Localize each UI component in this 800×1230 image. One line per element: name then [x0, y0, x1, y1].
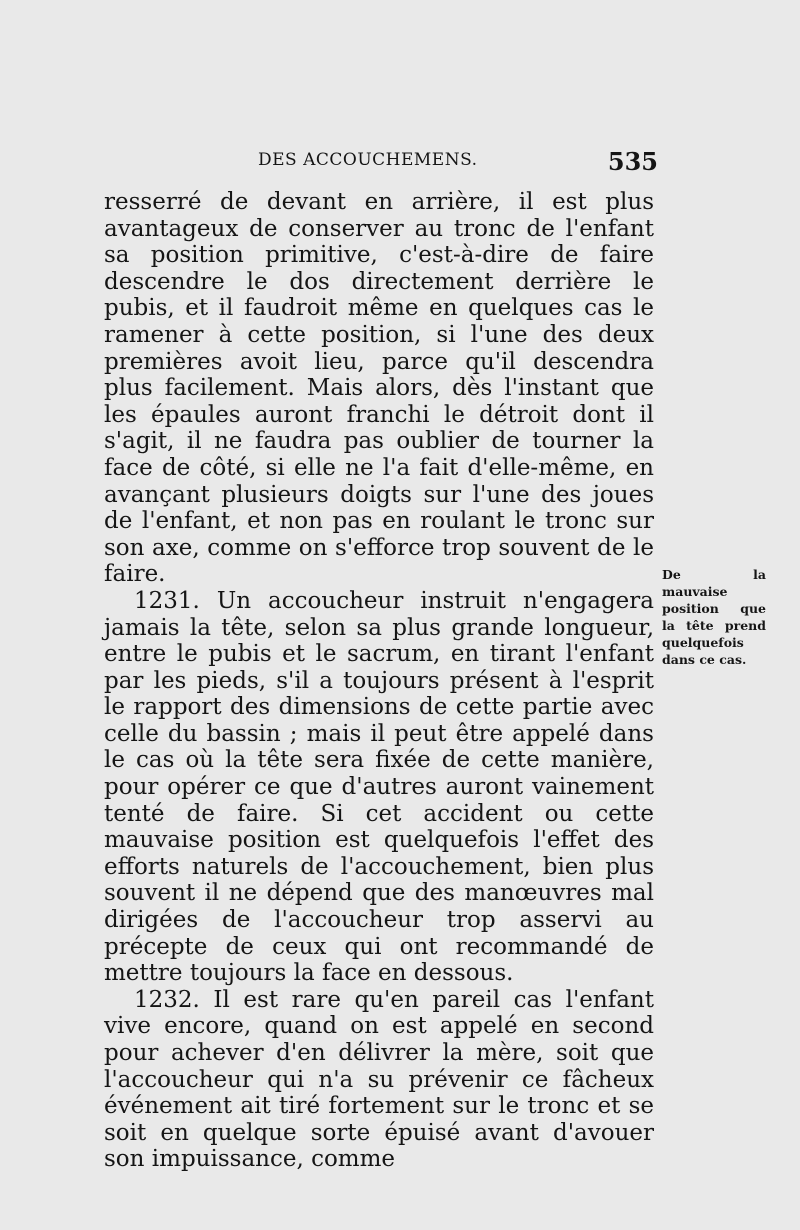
- page-number: 535: [607, 147, 658, 176]
- paragraph-1231: 1231. Un accoucheur instruit n'engagera jamais la tête, selon sa plus grande longueur, entre le pubis et le sacrum, en tirant l'enfant par les pieds, s'il a toujours présent à l'esprit le rapport des dimensions de cette partie avec celle du bassin ; mais il peut être appelé dans le cas où la tête sera fixée de cette manière, pour opérer ce que d'autres auront vainement tenté de faire. Si cet accident ou cette mauvaise position est quelquefois l'effet des efforts naturels de l'accouchement, bien plus souvent il ne dépend que des manœuvres mal dirigées de l'accoucheur trop asservi au précepte de ceux qui ont recommandé de mettre toujours la face en dessous.: [104, 587, 654, 987]
- body-text: [104, 189, 654, 1173]
- margin-note: De la mauvaise position que la tête prend quelquefois dans ce cas.: [662, 567, 766, 667]
- paragraph-1232: 1232. Il est rare qu'en pareil cas l'enfant vive encore, quand on est appelé en second pour achever d'en délivrer la mère, soit que l'accoucheur qui n'a su prévenir ce fâcheux événement ait tiré fortement sur le tronc et se soit en quelque sorte épuisé avant d'avouer son impuissance, comme: [104, 986, 654, 1173]
- paragraph-continuation: resserré de devant en arrière, il est plus avantageux de conserver au tronc de l'enfant sa position primitive, c'est-à-dire de faire descendre le dos directement derrière le pubis, et il faudroit même en quelques cas le ramener à cette position, si l'une des deux premières avoit lieu, parce qu'il descendra plus facilement. Mais alors, dès l'instant que les épaules auront franchi le détroit dont il s'agit, il ne faudra pas oublier de tourner la face de côté, si elle ne l'a fait d'elle-même, en avançant plusieurs doigts sur l'une des joues de l'enfant, et non pas en roulant le tronc sur son axe, comme on s'efforce trop souvent de le faire.: [104, 189, 654, 588]
- running-head: DES ACCOUCHEMENS.: [258, 150, 478, 170]
- page-header: [258, 147, 658, 180]
